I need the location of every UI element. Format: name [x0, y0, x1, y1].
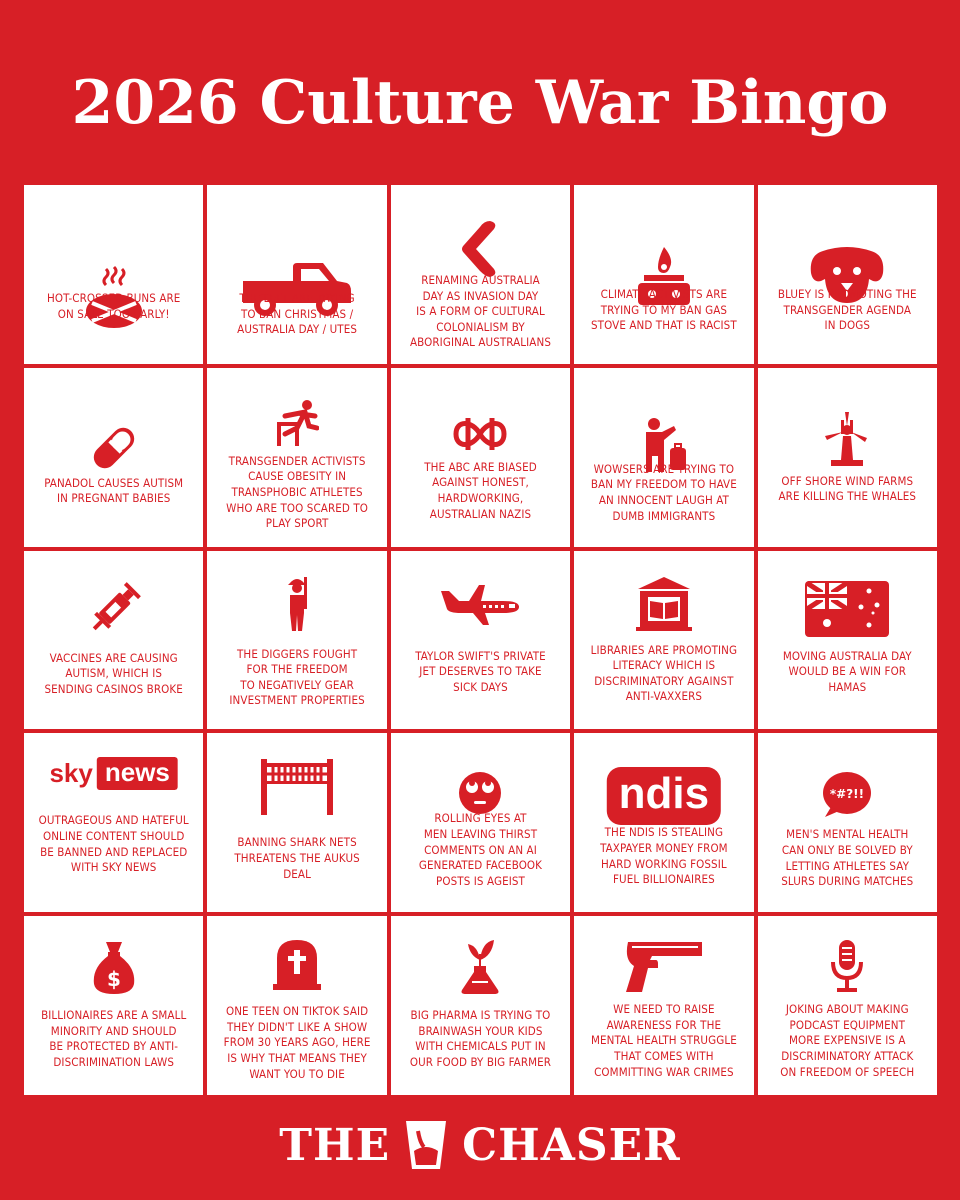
shark-net-icon — [259, 759, 335, 815]
bingo-square[interactable] — [574, 733, 753, 912]
bingo-square-text: MEN'S MENTAL HEALTH CAN ONLY BE SOLVED BY LETTING ATHLETES SAY SLURS DURING MATCHES — [781, 827, 914, 889]
bingo-square-text: THE DIGGERS FOUGHT FOR THE FREEDOM TO NEGATIVELY GEAR INVESTMENT PROPERTIES — [229, 646, 365, 708]
bingo-square-text: HOT-CROSSED BUNS ARE ON SALE TOO EARLY! — [46, 291, 181, 321]
bingo-square-text: ONE TEEN ON TIKTOK SAID THEY DIDN'T LIKE A SHOW FROM 30 YEARS AGO, HERE IS WHY THAT MEANS THEY WANT YOU TO DIE — [223, 1004, 371, 1081]
bingo-square[interactable] — [574, 551, 753, 730]
bingo-square-text: WE NEED TO RAISE AWARENESS FOR THE MENTAL HEALTH STRUGGLE THAT COMES WITH COMMITTING WAR CRIMES — [590, 1002, 737, 1079]
news-logo-text: news — [97, 757, 178, 790]
bingo-square-text: THE LEFT ARE TRYING TO BAN CHRISTMAS / AUSTRALIA DAY / UTES — [237, 291, 357, 337]
bingo-square[interactable] — [207, 551, 386, 730]
bingo-square-text: LIBRARIES ARE PROMOTING LITERACY WHICH IS DISCRIMINATORY AGAINST ANTI-VAXXERS — [590, 642, 738, 704]
bingo-square[interactable] — [391, 916, 570, 1095]
bingo-grid — [24, 185, 937, 1095]
bingo-square[interactable] — [574, 368, 753, 547]
bingo-square-text: TRANSGENDER ACTIVISTS CAUSE OBESITY IN TRANSPHOBIC ATHLETES WHO ARE TOO SCARED TO PLAY SPORT — [226, 453, 368, 531]
bingo-square[interactable] — [207, 368, 386, 547]
bingo-square-text: BLUEY IS PROMOTING THE TRANSGENDER AGENDA IN DOGS — [777, 287, 917, 333]
bingo-square[interactable] — [24, 185, 203, 364]
airplane-icon — [439, 585, 521, 625]
boomerang-icon — [460, 219, 500, 279]
flask-plant-icon — [460, 938, 500, 994]
bingo-square-text: OUTRAGEOUS AND HATEFUL ONLINE CONTENT SHOULD BE BANNED AND REPLACED WITH SKY NEWS — [38, 813, 189, 875]
gravestone-icon — [273, 938, 321, 990]
abc-logo-icon — [452, 414, 508, 454]
eye-roll-emoji-icon — [458, 771, 502, 815]
bingo-square-text: TAYLOR SWIFT'S PRIVATE JET DESERVES TO TAKE SICK DAYS — [415, 648, 546, 694]
bingo-square[interactable] — [24, 733, 203, 912]
bingo-square[interactable] — [758, 733, 937, 912]
ndis-logo-text: ndis — [607, 767, 721, 825]
bingo-square[interactable] — [24, 368, 203, 547]
page-title: 2026 Culture War Bingo — [71, 68, 889, 138]
bingo-square[interactable] — [758, 551, 937, 730]
wind-turbine-icon — [825, 412, 869, 468]
bingo-square[interactable] — [207, 185, 386, 364]
bingo-square[interactable] — [391, 733, 570, 912]
swearing-speech-bubble-icon — [821, 771, 873, 819]
sky-logo-text: sky — [49, 758, 93, 789]
australian-flag-icon — [805, 581, 889, 637]
bingo-square[interactable] — [207, 916, 386, 1095]
bingo-square-text: CLIMATE ACTIVISTS ARE TRYING TO MY BAN GAS STOVE AND THAT IS RACIST — [591, 287, 737, 333]
bingo-square[interactable] — [24, 551, 203, 730]
bingo-square-text: RENAMING AUSTRALIA DAY AS INVASION DAY IS A FORM OF CULTURAL COLONIALISM BY ABORIGINAL AUSTRALIANS — [409, 273, 551, 350]
hurdler-icon — [275, 400, 319, 448]
bingo-square-text: THE NDIS IS STEALING TAXPAYER MONEY FROM HARD WORKING FOSSIL FUEL BILLIONAIRES — [600, 825, 728, 887]
bingo-square[interactable] — [758, 185, 937, 364]
bingo-square[interactable] — [207, 733, 386, 912]
ndis-logo — [607, 767, 721, 825]
brand-word-the: THE — [279, 1119, 391, 1171]
bingo-square-text: OFF SHORE WIND FARMS ARE KILLING THE WHALES — [778, 473, 917, 504]
pill-icon — [86, 420, 142, 476]
bingo-square-text: THE ABC ARE BIASED AGAINST HONEST, HARDWORKING, AUSTRALIAN NAZIS — [424, 459, 537, 521]
bingo-square-text: BANNING SHARK NETS THREATENS THE AUKUS DEAL — [234, 835, 360, 881]
bingo-square-text: WOWSERS ARE TRYING TO BAN MY FREEDOM TO HAVE AN INNOCENT LAUGH AT DUMB IMMIGRANTS — [590, 461, 737, 523]
soldier-icon — [286, 575, 308, 631]
money-bag-icon — [92, 940, 136, 996]
bingo-square-text: JOKING ABOUT MAKING PODCAST EQUIPMENT MORE EXPENSIVE IS A DISCRIMINATORY ATTACK ON FREEDOM OF SPEECH — [780, 1002, 915, 1079]
bingo-square[interactable] — [574, 185, 753, 364]
glass-logo-icon — [400, 1117, 452, 1173]
bingo-square[interactable] — [391, 185, 570, 364]
syringe-icon — [84, 579, 144, 639]
brand-footer — [0, 1115, 960, 1175]
bingo-square[interactable] — [758, 916, 937, 1095]
bingo-square[interactable] — [574, 916, 753, 1095]
microphone-icon — [829, 938, 865, 994]
bingo-square[interactable] — [391, 368, 570, 547]
library-icon — [636, 575, 692, 631]
handgun-icon — [622, 938, 706, 994]
bingo-square[interactable] — [24, 916, 203, 1095]
bingo-square-text: ROLLING EYES AT MEN LEAVING THIRST COMMENTS ON AN AI GENERATED FACEBOOK POSTS IS AGEIST — [418, 811, 543, 888]
bingo-square-text: PANADOL CAUSES AUTISM IN PREGNANT BABIES — [44, 475, 184, 506]
bingo-square[interactable] — [758, 368, 937, 547]
svg-text:$: $ — [106, 967, 121, 992]
bingo-square-text: MOVING AUSTRALIA DAY WOULD BE A WIN FOR HAMAS — [782, 648, 912, 694]
bingo-square-text: VACCINES ARE CAUSING AUTISM, WHICH IS SENDING CASINOS BROKE — [44, 650, 183, 696]
bingo-square-text: BILLIONAIRES ARE A SMALL MINORITY AND SHOULD BE PROTECTED BY ANTI- DISCRIMINATION LAWS — [41, 1008, 187, 1069]
sky-news-logo — [49, 757, 177, 790]
bubble-text: *#?!! — [830, 787, 865, 802]
bingo-square[interactable] — [391, 551, 570, 730]
brand-word-chaser: CHASER — [462, 1119, 681, 1171]
bingo-square-text: BIG PHARMA IS TRYING TO BRAINWASH YOUR KIDS WITH CHEMICALS PUT IN OUR FOOD BY BIG FARMER — [409, 1008, 552, 1069]
